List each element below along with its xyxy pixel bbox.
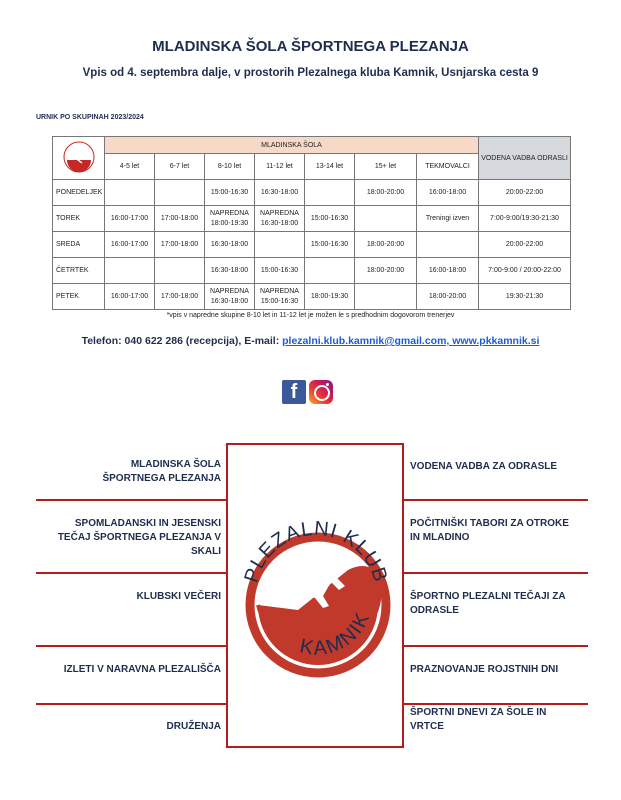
adult-cell: 20:00-22:00 — [479, 232, 571, 258]
activity-right-2: ŠPORTNO PLEZALNI TEČAJI ZA ODRASLE — [410, 591, 566, 616]
activity-left-1: SPOMLADANSKI IN JESENSKI TEČAJ ŠPORTNEGA PLEZANJA V SKALI — [57, 518, 221, 557]
table-row — [53, 284, 571, 310]
social-icons — [282, 380, 333, 404]
divider-line — [404, 572, 588, 574]
activity-left-2: KLUBSKI VEČERI — [136, 591, 221, 602]
club-logo-small-icon — [62, 140, 96, 174]
schedule-cell — [355, 284, 417, 310]
schedule-cell: 15:00-16:30 — [255, 258, 305, 284]
contact-line — [0, 335, 621, 347]
schedule-cell: 16:00-17:00 — [105, 232, 155, 258]
schedule-cell: 18:00-20:00 — [417, 284, 479, 310]
schedule-cell: 18:00-19:30 — [305, 284, 355, 310]
day-cell: SREDA — [53, 232, 105, 258]
divider-line — [36, 499, 226, 501]
schedule-cell — [155, 180, 205, 206]
divider-line — [404, 703, 588, 705]
divider-line — [404, 499, 588, 501]
mini-logo-cell — [53, 137, 105, 180]
logo-top-text: PLEZALNI KLUB — [240, 517, 392, 586]
day-cell: PONEDELJEK — [53, 180, 105, 206]
schedule-cell: 16:00-18:00 — [417, 180, 479, 206]
adult-cell: 7:00-9:00/19:30-21:30 — [479, 206, 571, 232]
instagram-icon[interactable] — [309, 380, 333, 404]
day-cell: ČETRTEK — [53, 258, 105, 284]
adult-cell: 20:00-22:00 — [479, 180, 571, 206]
schedule-cell: 18:00-20:00 — [355, 232, 417, 258]
schedule-cell: 15:00-16:30 — [305, 206, 355, 232]
schedule-cell: 18:00-20:00 — [355, 258, 417, 284]
divider-line — [36, 645, 226, 647]
schedule-cell: 16:00-17:00 — [105, 206, 155, 232]
schedule-cell — [255, 232, 305, 258]
table-row — [53, 232, 571, 258]
group-header: MLADINSKA ŠOLA — [105, 137, 479, 154]
divider-line — [36, 572, 226, 574]
schedule-cell: 16:00-18:00 — [417, 258, 479, 284]
schedule-cell: 16:30-18:00 — [205, 232, 255, 258]
schedule-cell: 17:00-18:00 — [155, 206, 205, 232]
activity-left-0: MLADINSKA ŠOLA ŠPORTNEGA PLEZANJA — [102, 459, 221, 484]
schedule-cell: 17:00-18:00 — [155, 232, 205, 258]
activity-left-3: IZLETI V NARAVNA PLEZALIŠČA — [63, 664, 221, 675]
schedule-cell — [305, 258, 355, 284]
schedule-cell: 15:00-16:30 — [205, 180, 255, 206]
day-cell: TOREK — [53, 206, 105, 232]
schedule-cell — [105, 258, 155, 284]
club-logo-icon — [228, 445, 402, 746]
column-header: 11-12 let — [255, 154, 305, 180]
schedule-cell: NAPREDNA 18:00-19:30 — [205, 206, 255, 232]
activity-left-4: DRUŽENJA — [166, 721, 221, 732]
column-header: 8-10 let — [205, 154, 255, 180]
column-header: 6-7 let — [155, 154, 205, 180]
column-header: 15+ let — [355, 154, 417, 180]
schedule-heading: URNIK PO SKUPINAH 2023/2024 — [36, 114, 144, 121]
facebook-icon[interactable]: f — [282, 380, 306, 404]
schedule-cell: 15:00-16:30 — [305, 232, 355, 258]
schedule-cell — [305, 180, 355, 206]
schedule-cell: NAPREDNA 15:00-16:30 — [255, 284, 305, 310]
divider-line — [404, 645, 588, 647]
contact-prefix: Telefon: 040 622 286 (recepcija), E-mail: — [81, 335, 283, 347]
page-subtitle: Vpis od 4. septembra dalje, v prostorih Plezalnega kluba Kamnik, Usnjarska cesta 9 — [82, 67, 539, 79]
column-header: 4-5 let — [105, 154, 155, 180]
schedule-cell — [355, 206, 417, 232]
schedule-cell: 16:30-18:00 — [205, 258, 255, 284]
schedule-cell — [105, 180, 155, 206]
table-row — [53, 258, 571, 284]
page-title: MLADINSKA ŠOLA ŠPORTNEGA PLEZANJA — [152, 38, 469, 55]
club-logo-box — [226, 443, 404, 748]
activity-right-3: PRAZNOVANJE ROJSTNIH DNI — [410, 664, 559, 675]
table-row — [53, 206, 571, 232]
schedule-cell — [155, 258, 205, 284]
day-cell: PETEK — [53, 284, 105, 310]
logo-bottom-text: KAMNIK — [297, 608, 375, 660]
schedule-table — [52, 136, 571, 310]
schedule-cell: 18:00-20:00 — [355, 180, 417, 206]
contact-email-link[interactable]: plezalni.klub.kamnik@gmail.com, www.pkkamnik.si — [282, 335, 540, 347]
activity-right-1: POČITNIŠKI TABORI ZA OTROKE IN MLADINO — [410, 518, 569, 543]
adult-cell: 19:30-21:30 — [479, 284, 571, 310]
svg-text:PLEZALNI KLUB — [240, 518, 391, 585]
schedule-cell — [417, 232, 479, 258]
schedule-cell: 17:00-18:00 — [155, 284, 205, 310]
schedule-cell: 16:30-18:00 — [255, 180, 305, 206]
schedule-cell: NAPREDNA 16:30-18:00 — [205, 284, 255, 310]
schedule-cell: 16:00-17:00 — [105, 284, 155, 310]
adult-cell: 7:00-9:00 / 20:00-22:00 — [479, 258, 571, 284]
adult-header: VODENA VADBA ODRASLI — [479, 137, 571, 180]
column-header: TEKMOVALCI — [417, 154, 479, 180]
divider-line — [36, 703, 226, 705]
table-row — [53, 180, 571, 206]
activity-right-0: VODENA VADBA ZA ODRASLE — [410, 461, 558, 472]
column-header: 13-14 let — [305, 154, 355, 180]
schedule-cell: NAPREDNA 16:30-18:00 — [255, 206, 305, 232]
activity-right-4: ŠPORTNI DNEVI ZA ŠOLE IN VRTCE — [410, 707, 547, 732]
schedule-footnote: *vpis v napredne skupine 8-10 let in 11-12 let je možen le s predhodnim dogovorom trenerjev — [166, 312, 455, 319]
schedule-cell: Treningi izven — [417, 206, 479, 232]
